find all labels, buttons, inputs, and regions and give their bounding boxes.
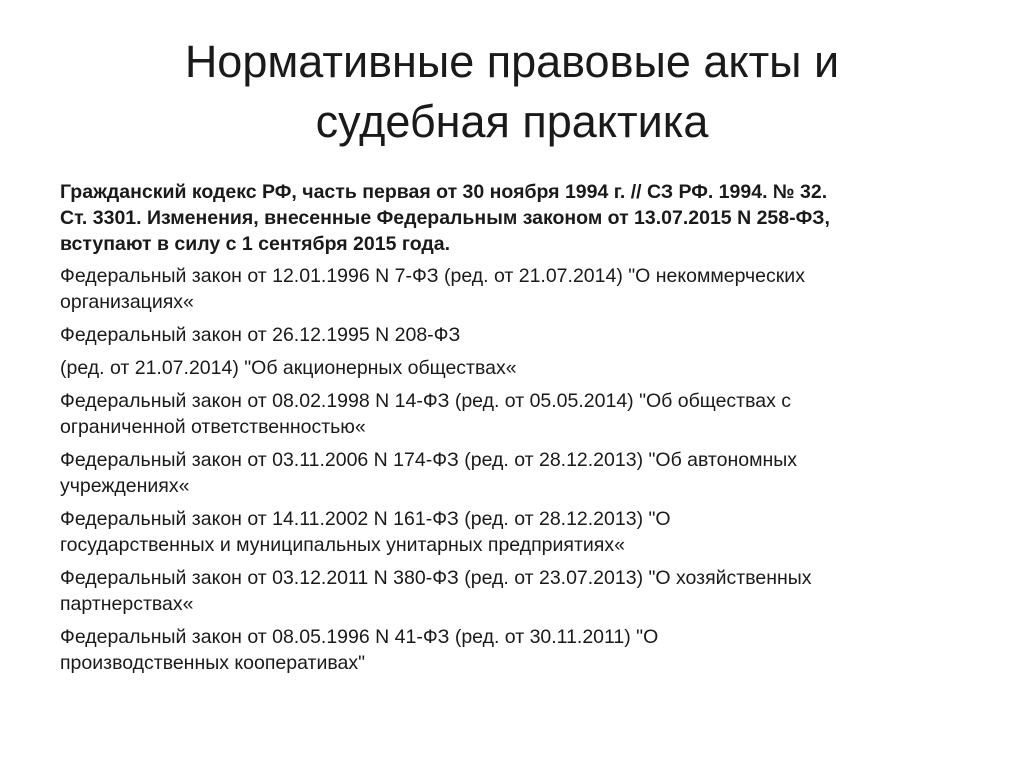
list-item-law-208-fz-edition <box>60 355 980 381</box>
list-item-line: Гражданский кодекс РФ, часть первая от 30 ноября 1994 г. // СЗ РФ. 1994. № 32. <box>60 181 828 203</box>
list-item-law-7-fz <box>60 263 980 315</box>
slide-title-line: судебная практика <box>315 96 709 147</box>
list-item-line: вступают в силу с 1 сентября 2015 года. <box>60 233 450 255</box>
list-item-line: Федеральный закон от 14.11.2002 N 161-ФЗ (ред. от 28.12.2013) "О <box>60 508 671 530</box>
list-item-line: Федеральный закон от 26.12.1995 N 208-ФЗ <box>60 324 461 346</box>
list-item-line: производственных кооперативах" <box>60 652 365 674</box>
list-item-law-41-fz <box>60 624 980 676</box>
list-item-line: государственных и муниципальных унитарных предприятиях« <box>60 534 625 556</box>
list-item-law-14-fz <box>60 388 980 440</box>
list-item-line: ограниченной ответственностью« <box>60 416 366 438</box>
list-item-line: организациях« <box>60 291 194 313</box>
list-item-line: Федеральный закон от 03.12.2011 N 380-ФЗ (ред. от 23.07.2013) "О хозяйственных <box>60 567 812 589</box>
list-item-law-161-fz <box>60 506 980 558</box>
list-item-law-208-fz <box>60 322 980 348</box>
list-item-law-174-fz <box>60 447 980 499</box>
list-item-line: учреждениях« <box>60 475 190 497</box>
list-item-line: Федеральный закон от 08.02.1998 N 14-ФЗ (ред. от 05.05.2014) "Об обществах с <box>60 390 792 412</box>
slide-title <box>60 32 964 152</box>
list-item-line: Ст. 3301. Изменения, внесенные Федеральным законом от 13.07.2015 N 258-ФЗ, <box>60 207 830 229</box>
slide-title-line: Нормативные правовые акты и <box>184 36 840 87</box>
list-item-line: Федеральный закон от 12.01.1996 N 7-ФЗ (ред. от 21.07.2014) "О некоммерческих <box>60 265 805 287</box>
list-item-law-380-fz <box>60 565 980 617</box>
legal-acts-list <box>60 179 980 683</box>
list-item-line: (ред. от 21.07.2014) "Об акционерных обществах« <box>60 357 517 379</box>
list-item-line: партнерствах« <box>60 593 194 615</box>
list-item-civil-code <box>60 179 980 257</box>
list-item-line: Федеральный закон от 03.11.2006 N 174-ФЗ (ред. от 28.12.2013) "Об автономных <box>60 449 798 471</box>
list-item-line: Федеральный закон от 08.05.1996 N 41-ФЗ (ред. от 30.11.2011) "О <box>60 626 659 648</box>
